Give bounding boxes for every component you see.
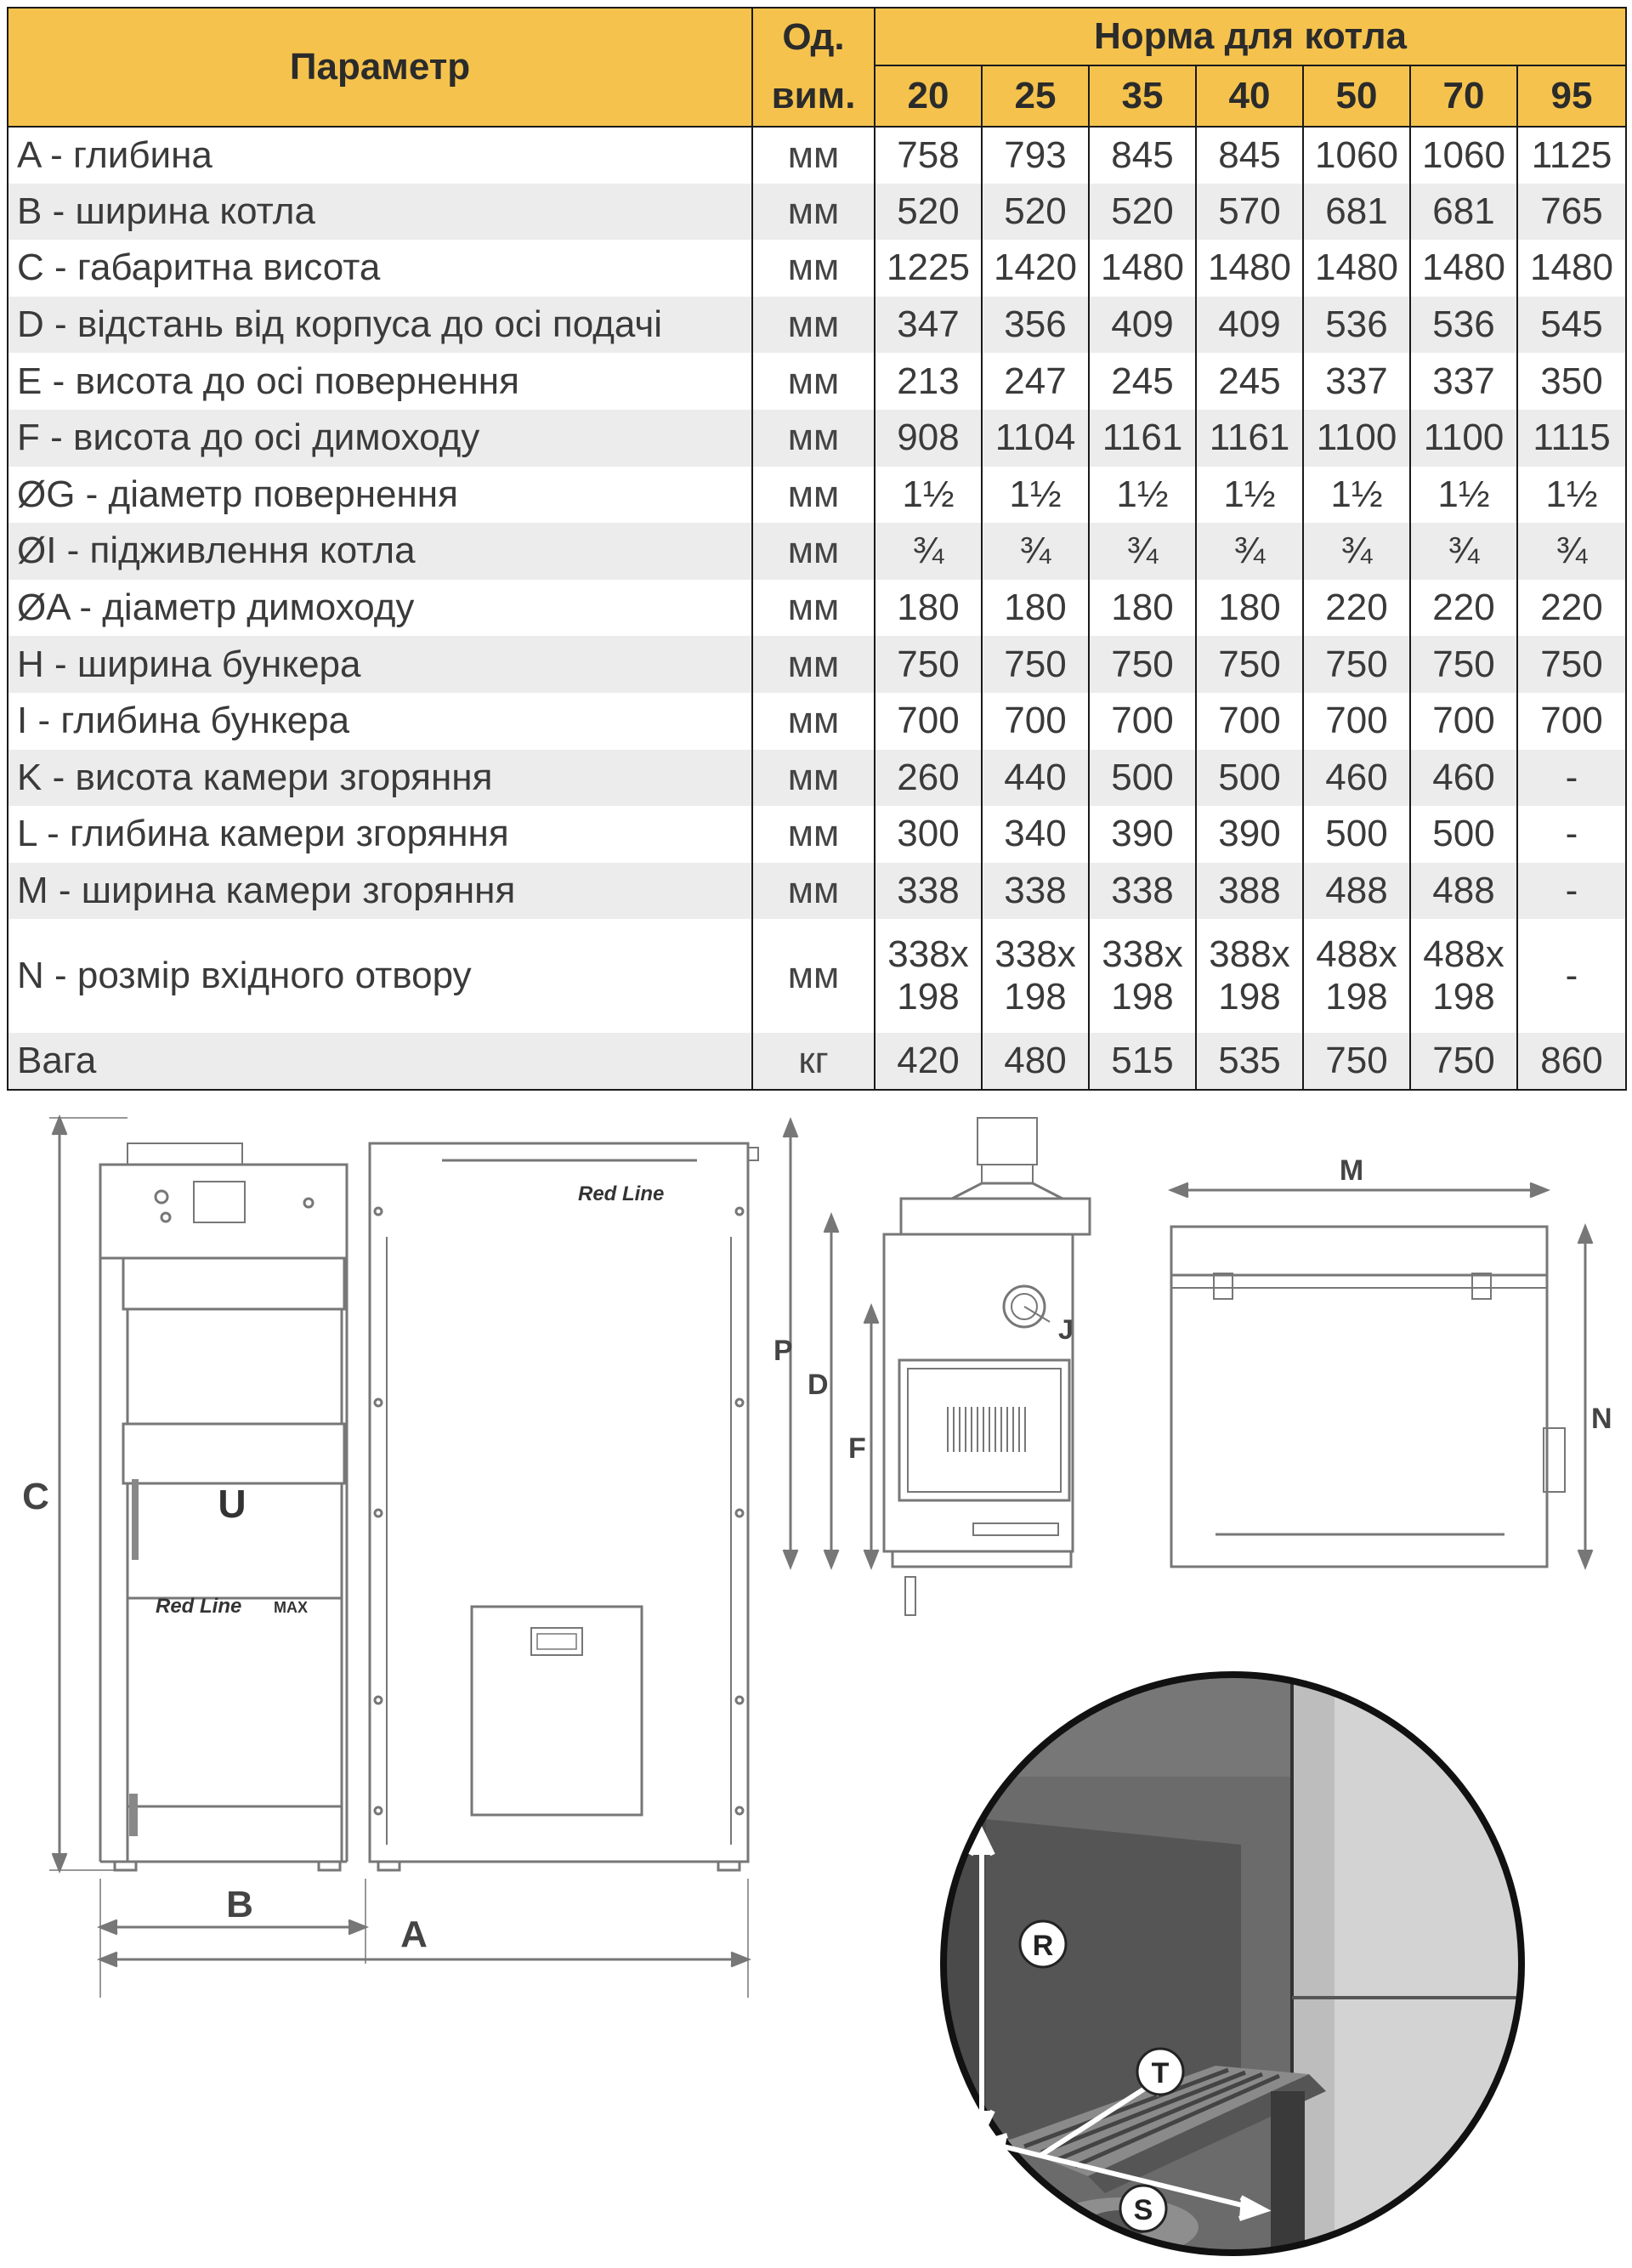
value-cell: 420 [875,1033,982,1090]
value-cell: 700 [1517,693,1626,750]
value-cell: 460 [1410,750,1517,807]
table-row [8,127,1626,184]
param-cell: Вага [8,1033,752,1090]
value-cell: 515 [1089,1033,1196,1090]
unit-cell: мм [752,467,875,524]
unit-cell: кг [752,1033,875,1090]
param-cell: L - глибина камери згоряння [8,806,752,863]
value-cell: 338 [875,863,982,920]
value-cell: 750 [1303,636,1410,693]
table-row [8,184,1626,241]
unit-cell: мм [752,127,875,184]
param-cell: ØI - підживлення котла [8,523,752,580]
chamber-label-t: T [1151,2057,1170,2089]
value-cell: 750 [875,636,982,693]
value-cell: 700 [1196,693,1303,750]
value-cell: 570 [1196,184,1303,241]
value-cell: 337 [1303,353,1410,410]
value-cell [1303,919,1410,1033]
param-cell: M - ширина камери згоряння [8,863,752,920]
value-cell: 347 [875,297,982,354]
value-cell: 440 [982,750,1089,807]
value-cell: 1225 [875,240,982,297]
value-cell: 245 [1089,353,1196,410]
value-cell: 1½ [1410,467,1517,524]
unit-cell: мм [752,693,875,750]
header-unit-line1: Од. [752,8,875,65]
dim-label-b: B [226,1884,253,1925]
dim-label-c: C [22,1476,49,1517]
unit-cell: мм [752,580,875,637]
part-label-u: U [218,1482,246,1526]
value-cell: 1104 [982,410,1089,467]
value-cell: 536 [1410,297,1517,354]
value-cell: ¾ [1410,523,1517,580]
value-cell: 700 [1303,693,1410,750]
value-cell: 1161 [1196,410,1303,467]
value-cell: 1½ [1196,467,1303,524]
value-cell: 750 [1303,1033,1410,1090]
front-view-drawing [0,1097,782,1998]
param-cell: K - висота камери згоряння [8,750,752,807]
param-cell: ØG - діаметр повернення [8,467,752,524]
value-cell: 1480 [1410,240,1517,297]
value-cell: ¾ [1089,523,1196,580]
param-cell: ØA - діаметр димоходу [8,580,752,637]
value-cell: 180 [1089,580,1196,637]
header-size: 40 [1196,65,1303,127]
boiler-brand-suffix: MAX [274,1599,308,1616]
value-cell: 1480 [1303,240,1410,297]
value-cell: 1½ [1517,467,1626,524]
table-row [8,523,1626,580]
table-row [8,693,1626,750]
dim-label-m: M [1339,1154,1364,1187]
param-cell: N - розмір вхідного отвору [8,919,752,1033]
value-cell: 500 [1303,806,1410,863]
header-size: 35 [1089,65,1196,127]
table-row [8,636,1626,693]
value-cell: 338 [1089,863,1196,920]
unit-cell: мм [752,240,875,297]
table-row [8,240,1626,297]
value-cell: 700 [875,693,982,750]
value-line: 198 [1004,976,1067,1018]
value-cell: 488 [1303,863,1410,920]
chamber-label-r: R [1032,1930,1054,1962]
value-cell: 1480 [1517,240,1626,297]
unit-cell: мм [752,806,875,863]
value-cell: 220 [1410,580,1517,637]
header-size: 25 [982,65,1089,127]
side-view-drawing [765,1105,1632,1649]
value-line: 388x [1209,933,1290,976]
value-cell: 700 [1089,693,1196,750]
value-cell: 681 [1410,184,1517,241]
table-body [8,127,1626,1090]
value-cell: 388 [1196,863,1303,920]
value-cell: 1115 [1517,410,1626,467]
value-cell [875,919,982,1033]
value-cell: 409 [1089,297,1196,354]
dim-label-j: J [1058,1314,1074,1345]
value-cell: 1161 [1089,410,1196,467]
value-line: 338x [887,933,969,976]
value-cell: 765 [1517,184,1626,241]
header-size: 50 [1303,65,1410,127]
value-cell: 536 [1303,297,1410,354]
header-unit-line2: вим. [752,65,875,127]
value-line: 198 [1218,976,1281,1018]
value-cell: 750 [1410,1033,1517,1090]
table-row [8,750,1626,807]
unit-cell: мм [752,750,875,807]
dim-label-p: P [774,1335,793,1367]
param-cell: C - габаритна висота [8,240,752,297]
value-cell: 700 [982,693,1089,750]
value-cell: 750 [1196,636,1303,693]
value-cell: 245 [1196,353,1303,410]
dim-label-n: N [1591,1403,1612,1435]
value-cell: 750 [1517,636,1626,693]
value-cell: 1100 [1410,410,1517,467]
value-cell: 1100 [1303,410,1410,467]
value-cell: 247 [982,353,1089,410]
value-cell: 409 [1196,297,1303,354]
value-cell: - [1517,750,1626,807]
value-cell: 1060 [1410,127,1517,184]
unit-cell: мм [752,636,875,693]
value-cell: 520 [982,184,1089,241]
value-cell: 520 [1089,184,1196,241]
value-cell: 338 [982,863,1089,920]
unit-cell: мм [752,410,875,467]
param-cell: E - висота до осі повернення [8,353,752,410]
value-cell: 390 [1196,806,1303,863]
value-cell: 340 [982,806,1089,863]
value-cell: 220 [1517,580,1626,637]
value-cell: 500 [1196,750,1303,807]
value-cell [982,919,1089,1033]
value-cell: 500 [1410,806,1517,863]
dim-label-f: F [848,1432,866,1465]
value-cell: 260 [875,750,982,807]
value-cell: 180 [982,580,1089,637]
value-cell: 1½ [982,467,1089,524]
value-cell: 213 [875,353,982,410]
value-cell: 860 [1517,1033,1626,1090]
value-line: 338x [1102,933,1183,976]
header-size: 95 [1517,65,1626,127]
value-cell: 908 [875,410,982,467]
value-line: 488x [1316,933,1397,976]
header-norm: Норма для котла [875,8,1626,65]
value-cell: 460 [1303,750,1410,807]
header-size: 70 [1410,65,1517,127]
value-cell [1196,919,1303,1033]
value-cell: 1½ [1089,467,1196,524]
value-line: 198 [1432,976,1495,1018]
value-cell: 845 [1196,127,1303,184]
table-row [8,806,1626,863]
value-line: - [1565,955,1578,997]
value-cell: 356 [982,297,1089,354]
table-row [8,863,1626,920]
unit-cell: мм [752,353,875,410]
unit-cell: мм [752,523,875,580]
value-cell: 1480 [1089,240,1196,297]
unit-cell: мм [752,863,875,920]
value-cell: 700 [1410,693,1517,750]
value-line: 198 [1111,976,1174,1018]
value-cell: - [1517,863,1626,920]
value-cell: 758 [875,127,982,184]
chamber-label-s: S [1133,2194,1153,2226]
value-cell: 337 [1410,353,1517,410]
param-cell: D - відстань від корпуса до осі подачі [8,297,752,354]
table-row [8,580,1626,637]
table-row [8,919,1626,1033]
table-row [8,1033,1626,1090]
value-cell: - [1517,806,1626,863]
value-cell [1410,919,1517,1033]
value-cell: 220 [1303,580,1410,637]
value-cell [1517,919,1626,1033]
param-cell: A - глибина [8,127,752,184]
unit-cell: мм [752,919,875,1033]
value-cell: 750 [1089,636,1196,693]
value-cell: 1125 [1517,127,1626,184]
table-row [8,297,1626,354]
value-cell: 1060 [1303,127,1410,184]
value-cell: 1½ [1303,467,1410,524]
value-cell: 520 [875,184,982,241]
value-cell: 535 [1196,1033,1303,1090]
param-cell: F - висота до осі димоходу [8,410,752,467]
value-cell: 1480 [1196,240,1303,297]
param-cell: I - глибина бункера [8,693,752,750]
value-cell: ¾ [1196,523,1303,580]
unit-cell: мм [752,297,875,354]
header-parameter: Параметр [8,8,752,127]
table-header [8,8,1626,127]
value-cell: 390 [1089,806,1196,863]
value-cell: ¾ [1517,523,1626,580]
value-cell: ¾ [1303,523,1410,580]
table-row [8,353,1626,410]
param-cell: B - ширина котла [8,184,752,241]
value-cell: 750 [1410,636,1517,693]
value-cell: 180 [1196,580,1303,637]
value-line: 488x [1423,933,1504,976]
value-cell: 488 [1410,863,1517,920]
spec-table [7,7,1627,1091]
table-row [8,410,1626,467]
boiler-brand-logo: Red Line [156,1595,242,1618]
value-cell: 750 [982,636,1089,693]
dim-label-a: A [400,1914,428,1955]
value-cell: 793 [982,127,1089,184]
combustion-chamber-detail [935,1666,1530,2261]
unit-cell: мм [752,184,875,241]
value-line: 198 [1325,976,1388,1018]
value-line: 338x [994,933,1076,976]
value-cell: 300 [875,806,982,863]
value-cell: 845 [1089,127,1196,184]
value-cell: 480 [982,1033,1089,1090]
value-line: 198 [897,976,960,1018]
header-size: 20 [875,65,982,127]
value-cell: 545 [1517,297,1626,354]
value-cell: ¾ [875,523,982,580]
value-cell: 500 [1089,750,1196,807]
hopper-brand-logo: Red Line [578,1182,665,1205]
table-row [8,467,1626,524]
param-cell: H - ширина бункера [8,636,752,693]
dim-label-d: D [808,1369,829,1401]
value-cell: ¾ [982,523,1089,580]
value-cell: 1½ [875,467,982,524]
value-cell: 1420 [982,240,1089,297]
value-cell [1089,919,1196,1033]
value-cell: 350 [1517,353,1626,410]
value-cell: 681 [1303,184,1410,241]
value-cell: 180 [875,580,982,637]
